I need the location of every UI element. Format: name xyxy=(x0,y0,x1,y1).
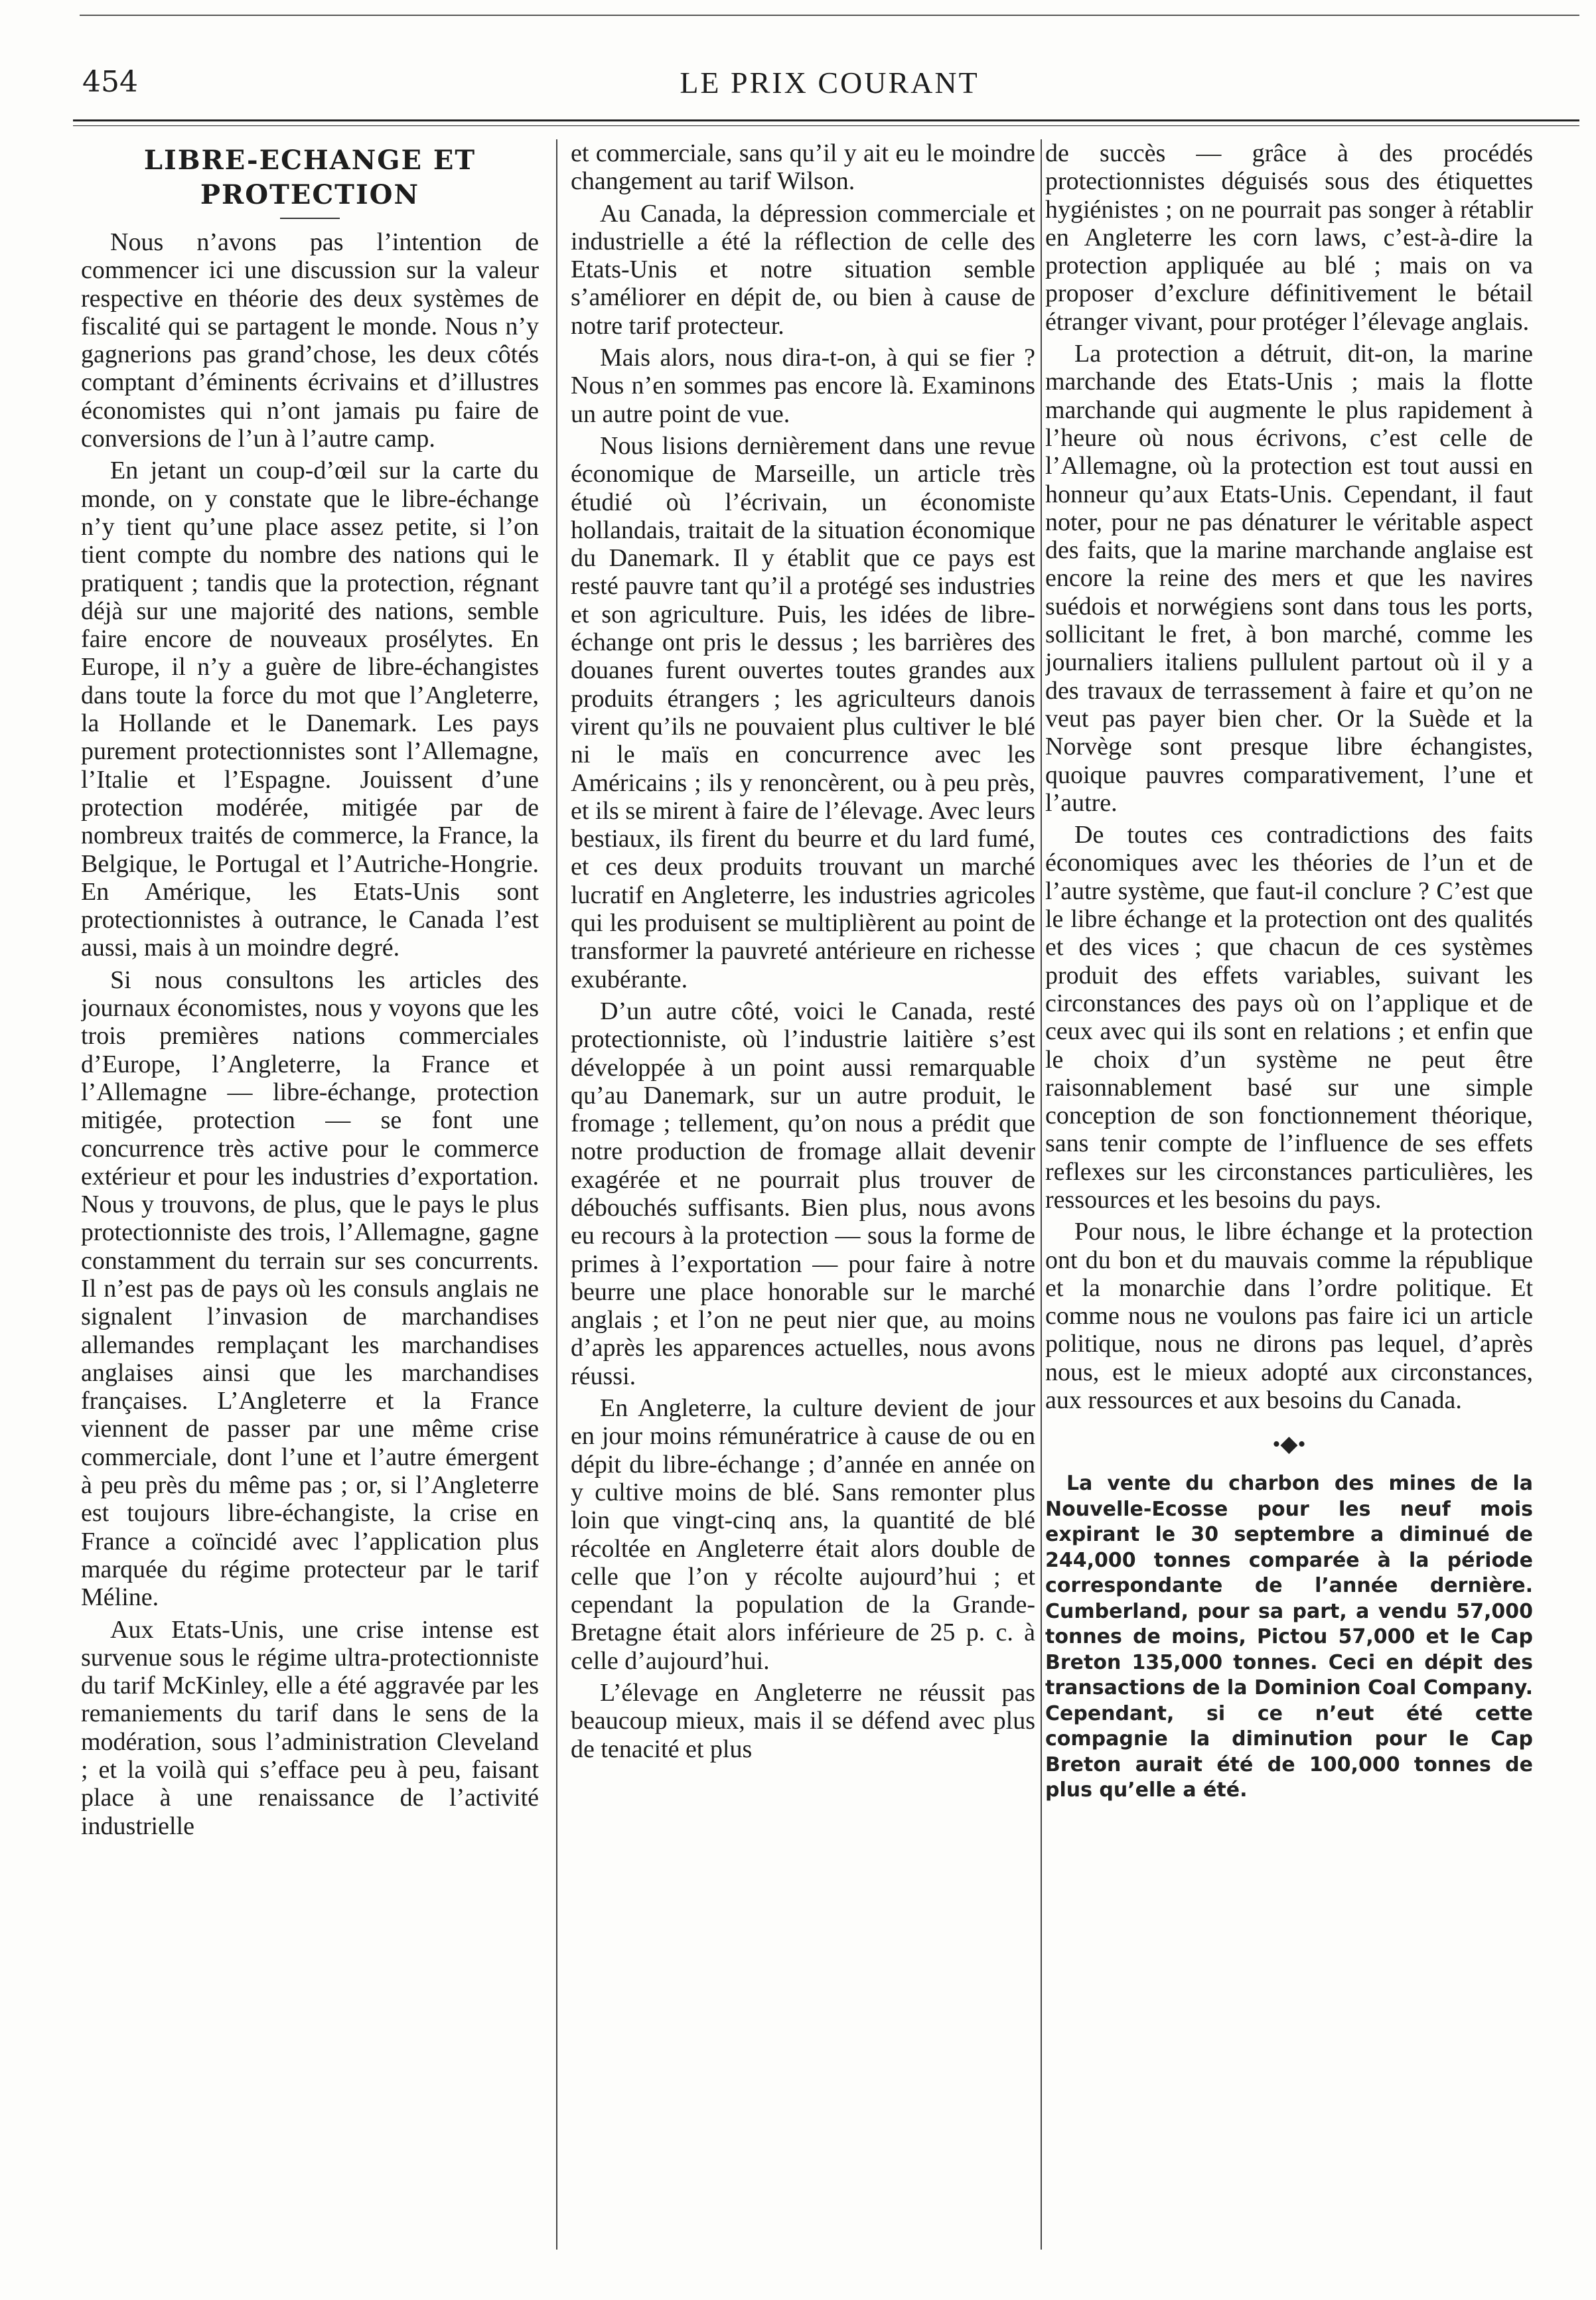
column-divider xyxy=(1041,139,1042,2250)
article-paragraph: Pour nous, le libre échange et la protection ont du bon et du mauvais comme la république et la monarchie dans l’ordre politique. Et comme nous ne voulons pas faire ici un article politique, nous ne dirons pas lequel, d’après nous, est le mieux adopté aux circonstances, aux ressources et aux besoins du Canada. xyxy=(1045,1218,1533,1415)
column-divider xyxy=(556,139,557,2250)
page-header xyxy=(80,60,1579,119)
article-paragraph: D’un autre côté, voici le Canada, resté protectionniste, où l’industrie laitière s’est développée à un point aussi remarquable qu’au Danemark, sur un autre produit, le fromage ; tellement, qu’on nous a prédit que notre production de fromage allait devenir exagérée et ne pourrait plus trouver de débouchés suffisants. Bien plus, nous avons eu recours à la protection — sous la forme de primes à l’exportation — pour faire à notre beurre une place honorable sur le marché anglais ; et l’on ne peut nier que, au moins d’après les apparences actuelles, nous avons réussi. xyxy=(571,997,1035,1390)
article-paragraph: Mais alors, nous dira-t-on, à qui se fier ? Nous n’en sommes pas encore là. Examinons un autre point de vue. xyxy=(571,344,1035,428)
page-number: 454 xyxy=(82,65,138,99)
article-paragraph-continued: et commerciale, sans qu’il y ait eu le moindre changement au tarif Wilson. xyxy=(571,139,1035,196)
article-paragraph: En Angleterre, la culture devient de jour en jour moins rémunératrice à cause de ou en dépit du libre-échange ; d’année en année on y cultive moins de blé. Sans remonter plus loin que vingt-cinq ans, la quantité de blé récoltée en Angleterre était alors double de celle que l’on y récolte aujourd’hui ; et cependant la population de la Grande-Bretagne était alors inférieure de 25 p. c. à celle d’aujourd’hui. xyxy=(571,1394,1035,1675)
article-title: LIBRE-ECHANGE ET PROTECTION xyxy=(143,145,476,210)
article-paragraph: De toutes ces contradictions des faits économiques avec les théories de l’un et de l’autre système, que faut-il conclure ? C’est que le libre échange et la protection ont des qualités et des vices ; que chacun de ces systèmes produit des effets variables, suivant les circonstances des pays où on l’applique et de ceux avec qui ils sont en relations ; et enfin que le choix d’un système ne peut être raisonnablement basé sur une simple conception de son fonctionnement théorique, sans tenir compte de l’influence de ses effets reflexes sur les circonstances particulières, les ressources et les besoins du pays. xyxy=(1045,821,1533,1214)
article-column-1 xyxy=(81,139,539,2250)
section-ornament: •◆• xyxy=(1272,1432,1306,1457)
news-brief: La vente du charbon des mines de la Nouvelle-Ecosse pour les neuf mois expirant le 30 septembre a diminué de 244,000 tonnes comparée à la période correspondante de l’année dernière. Cumberland, pour sa part, a vendu 57,000 tonnes de moins, Pictou 57,000 et le Cap Breton 135,000 tonnes. Ceci en dépit des transactions de la Dominion Coal Company. Cependant, si ce n’eut été cette compagnie la diminution pour le Cap Breton aurait été de 100,000 tonnes de plus qu’elle a été. xyxy=(1045,1472,1533,1802)
article-paragraph: Nous n’avons pas l’intention de commencer ici une discussion sur la valeur respective en théorie des deux systèmes de fiscalité qui se partagent le monde. Nous n’y gagnerions pas grand’chose, les deux côtés comptant d’éminents écrivains et d’illustres économistes qui n’ont jamais pu faire de conversions de l’un à l’autre camp. xyxy=(81,228,539,453)
article-paragraph-continued: de succès — grâce à des procédés protectionnistes déguisés sous des étiquettes hygiénistes ; on ne pourrait pas songer à rétablir en Angleterre les corn laws, c’est-à-dire la protection appliquée au blé ; mais on va proposer d’exclure définitivement le bétail étranger vivant, pour protéger l’élevage anglais. xyxy=(1045,139,1533,336)
article-paragraph: Si nous consultons les articles des journaux économistes, nous y voyons que les trois premières nations commerciales d’Europe, l’Angleterre, la France et l’Allemagne — libre-échange, protection mitigée, protection — se font une concurrence très active pour le commerce extérieur et pour les industries d’exportation. Nous y trouvons, de plus, que le pays le plus protectionniste des trois, l’Allemagne, gagne constamment du terrain sur ses concurrents. Il n’est pas de pays où les consuls anglais ne signalent l’invasion de marchandises allemandes remplaçant les marchandises anglaises ainsi que les marchandises françaises. L’Angleterre et la France viennent de passer par une même crise commerciale, dont l’une et l’autre émergent à peu près du même pas ; or, si l’Angleterre est toujours libre-échangiste, la crise en France a coïncidé avec l’application plus marquée du régime protecteur par le tarif Méline. xyxy=(81,966,539,1612)
journal-title: LE PRIX COURANT xyxy=(680,66,979,100)
article-column-3 xyxy=(1045,139,1533,2250)
article-column-2 xyxy=(571,139,1035,2250)
article-paragraph: En jetant un coup-d’œil sur la carte du monde, on y constate que le libre-échange n’y tient qu’une place assez petite, si l’on tient compte du nombre des nations qui le pratiquent ; tandis que la protection, régnant déjà sur une majorité des nations, semble faire encore de nouveaux prosélytes. En Europe, il n’y a guère de libre-échangistes dans toute la force du mot que l’Angleterre, la Hollande et le Danemark. Les pays purement protectionnistes sont l’Allemagne, l’Italie et l’Espagne. Jouissent d’une protection modérée, mitigée par de nombreux traités de commerce, la France, la Belgique, le Portugal et l’Autriche-Hongrie. En Amérique, les Etats-Unis sont protectionnistes à outrance, le Canada l’est aussi, mais à un moindre degré. xyxy=(81,457,539,962)
article-paragraph: Au Canada, la dépression commerciale et industrielle a été la réflection de celle des Etats-Unis et notre situation semble s’améliorer en dépit de, ou bien à cause de notre tarif protecteur. xyxy=(571,199,1035,340)
article-paragraph: Aux Etats-Unis, une crise intense est survenue sous le régime ultra-protectionniste du tarif McKinley, elle a été aggravée par les remaniements du tarif dans le sens de la modération, sous l’administration Cleveland ; et la voilà qui s’efface peu à peu, faisant place à une renaissance de l’activité industrielle xyxy=(81,1615,539,1840)
article-paragraph: La protection a détruit, dit-on, la marine marchande des Etats-Unis ; mais la flotte marchande qui augmente le plus rapidement à l’heure où nous écrivons, c’est celle de l’Allemagne, où la protection est tout aussi en honneur qu’aux Etats-Unis. Cependant, il faut noter, pour ne pas dénaturer le véritable aspect des faits, que la marine marchande anglaise est encore la reine des mers et que les navires suédois et norwégiens sont dans tous les ports, sollicitant le fret, à bon marché, comme les journaliers italiens pullulent partout où il y a des travaux de terrassement à faire et qu’on ne veut pas payer bien cher. Or la Suède et la Norvège sont presque libre échangistes, quoique pauvres comparativement, l’une et l’autre. xyxy=(1045,340,1533,817)
article-paragraph: Nous lisions dernièrement dans une revue économique de Marseille, un article très étudié où l’écrivain, un économiste hollandais, traitait de la situation économique du Danemark. Il y établit que ce pays est resté pauvre tant qu’il a protégé ses industries et son agriculture. Puis, les idées de libre-échange ont pris le dessus ; les barrières des douanes furent ouvertes toutes grandes aux produits étrangers ; les agriculteurs danois virent qu’ils ne pouvaient plus cultiver le blé ni le maïs en concurrence avec les Américains ; ils y renoncèrent, ou à peu près, et ils se mirent à faire de l’élevage. Avec leurs bestiaux, ils firent du beurre et du lard fumé, et ces deux produits trouvant un marché lucratif en Angleterre, les industries agricoles qui les produisent se multiplièrent au point de transformer la pauvreté antérieure en richesse exubérante. xyxy=(571,431,1035,993)
header-rule xyxy=(73,119,1579,126)
title-rule xyxy=(280,218,340,219)
top-rule xyxy=(80,15,1579,16)
article-paragraph: L’élevage en Angleterre ne réussit pas beaucoup mieux, mais il se défend avec plus de tenacité et plus xyxy=(571,1679,1035,1763)
